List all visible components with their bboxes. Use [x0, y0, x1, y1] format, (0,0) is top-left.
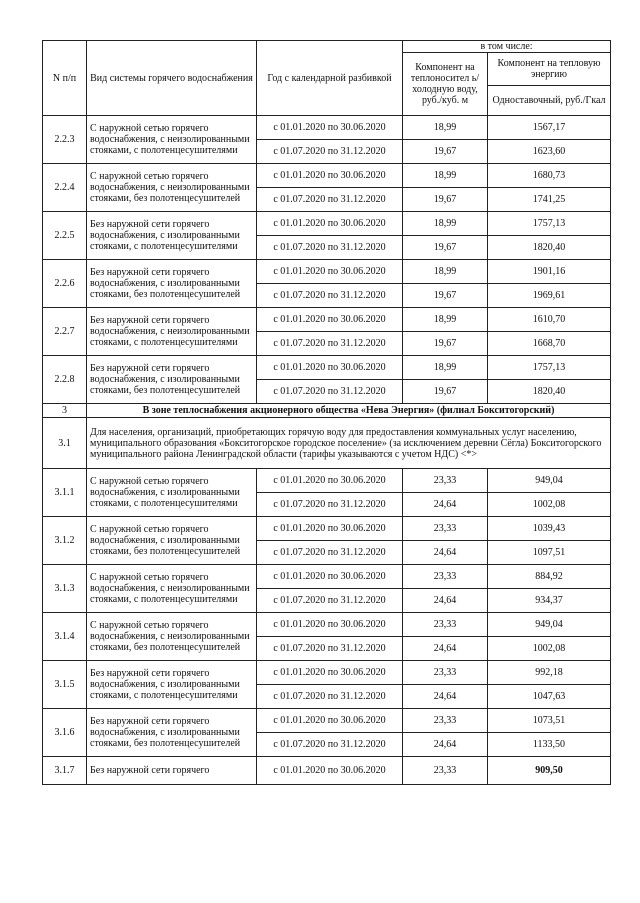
system-type: Без наружной сети горячего водоснабжения, с изолированными стояками, без полотенцесушителей — [87, 356, 257, 404]
section-row — [43, 404, 611, 418]
row-number: 3.1.6 — [43, 709, 87, 757]
water-component-value: 18,99 — [403, 116, 488, 140]
row-number: 3.1.7 — [43, 757, 87, 785]
heat-component-value: 1757,13 — [488, 212, 611, 236]
system-type: Без наружной сети горячего водоснабжения, с изолированными стояками, с полотенцесушителями — [87, 661, 257, 709]
row-number: 2.2.7 — [43, 308, 87, 356]
water-component-value: 23,33 — [403, 565, 488, 589]
system-type: Без наружной сети горячего водоснабжения, с изолированными стояками, без полотенцесушителей — [87, 709, 257, 757]
row-number: 3.1.1 — [43, 469, 87, 517]
heat-component-value: 1969,61 — [488, 284, 611, 308]
period: с 01.01.2020 по 30.06.2020 — [257, 565, 403, 589]
table-row — [43, 308, 611, 332]
subsection-description: Для населения, организаций, приобретающих горячую воду для предоставления коммунальных услуг населению, муниципального образования «Бокситогорское городское поселение» (за исключением деревни Сёгла) Бокситогорского муниципального района Ленинградской области (тарифы указываются с учетом НДС) <*> — [87, 418, 611, 469]
heat-component-value: 1002,08 — [488, 637, 611, 661]
system-type: Без наружной сети горячего водоснабжения, с изолированными стояками, с полотенцесушителями — [87, 212, 257, 260]
row-number: 3.1.5 — [43, 661, 87, 709]
table-row — [43, 757, 611, 785]
system-type: Без наружной сети горячего водоснабжения, с изолированными стояками, без полотенцесушителей — [87, 260, 257, 308]
period: с 01.01.2020 по 30.06.2020 — [257, 260, 403, 284]
period: с 01.01.2020 по 30.06.2020 — [257, 356, 403, 380]
table-row — [43, 260, 611, 284]
system-type: Без наружной сети горячего водоснабжения, с неизолированными стояками, с полотенцесушителями — [87, 308, 257, 356]
header-system: Вид системы горячего водоснабжения — [87, 41, 257, 116]
system-type: Без наружной сети горячего — [87, 757, 257, 785]
period: с 01.07.2020 по 31.12.2020 — [257, 493, 403, 517]
water-component-value: 24,64 — [403, 589, 488, 613]
water-component-value: 23,33 — [403, 661, 488, 685]
row-number: 3.1.4 — [43, 613, 87, 661]
heat-component-value: 1610,70 — [488, 308, 611, 332]
row-number: 3.1.2 — [43, 517, 87, 565]
water-component-value: 23,33 — [403, 613, 488, 637]
table-row — [43, 212, 611, 236]
row-number: 2.2.5 — [43, 212, 87, 260]
section-number: 3 — [43, 404, 87, 418]
period: с 01.01.2020 по 30.06.2020 — [257, 308, 403, 332]
system-type: С наружной сетью горячего водоснабжения, с изолированными стояками, с полотенцесушителями — [87, 469, 257, 517]
row-number: 2.2.3 — [43, 116, 87, 164]
period: с 01.07.2020 по 31.12.2020 — [257, 188, 403, 212]
row-number: 2.2.6 — [43, 260, 87, 308]
system-type: С наружной сетью горячего водоснабжения, с неизолированными стояками, с полотенцесушителями — [87, 116, 257, 164]
water-component-value: 24,64 — [403, 541, 488, 565]
period: с 01.01.2020 по 30.06.2020 — [257, 116, 403, 140]
heat-component-value: 884,92 — [488, 565, 611, 589]
row-number: 2.2.4 — [43, 164, 87, 212]
header-water-component: Компонент на теплоносител ь/холодную воду, руб./куб. м — [403, 53, 488, 116]
water-component-value: 23,33 — [403, 757, 488, 785]
water-component-value: 18,99 — [403, 308, 488, 332]
heat-component-value: 1002,08 — [488, 493, 611, 517]
table-row — [43, 565, 611, 589]
period: с 01.01.2020 по 30.06.2020 — [257, 469, 403, 493]
period: с 01.07.2020 по 31.12.2020 — [257, 685, 403, 709]
water-component-value: 19,67 — [403, 332, 488, 356]
table-row — [43, 116, 611, 140]
heat-component-value: 1623,60 — [488, 140, 611, 164]
header-num: N п/п — [43, 41, 87, 116]
heat-component-value: 949,04 — [488, 613, 611, 637]
water-component-value: 23,33 — [403, 469, 488, 493]
system-type: С наружной сетью горячего водоснабжения, с неизолированными стояками, с полотенцесушителями — [87, 565, 257, 613]
table-row — [43, 469, 611, 493]
heat-component-value: 1668,70 — [488, 332, 611, 356]
system-type: С наружной сетью горячего водоснабжения, с изолированными стояками, без полотенцесушителей — [87, 517, 257, 565]
tariff-table — [42, 40, 611, 785]
heat-component-value: 1757,13 — [488, 356, 611, 380]
water-component-value: 23,33 — [403, 709, 488, 733]
system-type: С наружной сетью горячего водоснабжения, с неизолированными стояками, без полотенцесушителей — [87, 164, 257, 212]
period: с 01.07.2020 по 31.12.2020 — [257, 589, 403, 613]
subsection-number: 3.1 — [43, 418, 87, 469]
water-component-value: 18,99 — [403, 356, 488, 380]
water-component-value: 24,64 — [403, 493, 488, 517]
heat-component-value: 1097,51 — [488, 541, 611, 565]
heat-component-value: 949,04 — [488, 469, 611, 493]
header-included: в том числе: — [403, 41, 611, 53]
water-component-value: 24,64 — [403, 733, 488, 757]
heat-component-value: 1039,43 — [488, 517, 611, 541]
period: с 01.01.2020 по 30.06.2020 — [257, 613, 403, 637]
water-component-value: 18,99 — [403, 164, 488, 188]
water-component-value: 19,67 — [403, 188, 488, 212]
row-number: 3.1.3 — [43, 565, 87, 613]
heat-component-value: 1901,16 — [488, 260, 611, 284]
heat-component-value: 934,37 — [488, 589, 611, 613]
row-number: 2.2.8 — [43, 356, 87, 404]
header-heat-single-rate: Одноставочный, руб./Гкал — [488, 85, 611, 115]
period: с 01.07.2020 по 31.12.2020 — [257, 380, 403, 404]
heat-component-value: 1047,63 — [488, 685, 611, 709]
header-heat-component: Компонент на тепловую энергию — [488, 53, 611, 86]
heat-component-value: 909,50 — [488, 757, 611, 785]
header-period: Год с календарной разбивкой — [257, 41, 403, 116]
heat-component-value: 1073,51 — [488, 709, 611, 733]
heat-component-value: 1820,40 — [488, 236, 611, 260]
period: с 01.07.2020 по 31.12.2020 — [257, 541, 403, 565]
water-component-value: 23,33 — [403, 517, 488, 541]
water-component-value: 18,99 — [403, 260, 488, 284]
section-title: В зоне теплоснабжения акционерного общества «Нева Энергия» (филиал Бокситогорский) — [87, 404, 611, 418]
table-row — [43, 517, 611, 541]
heat-component-value: 1820,40 — [488, 380, 611, 404]
table-row — [43, 613, 611, 637]
table-row — [43, 356, 611, 380]
period: с 01.01.2020 по 30.06.2020 — [257, 517, 403, 541]
period: с 01.07.2020 по 31.12.2020 — [257, 733, 403, 757]
period: с 01.07.2020 по 31.12.2020 — [257, 637, 403, 661]
table-row — [43, 709, 611, 733]
water-component-value: 18,99 — [403, 212, 488, 236]
period: с 01.01.2020 по 30.06.2020 — [257, 709, 403, 733]
period: с 01.01.2020 по 30.06.2020 — [257, 757, 403, 785]
period: с 01.07.2020 по 31.12.2020 — [257, 284, 403, 308]
period: с 01.01.2020 по 30.06.2020 — [257, 661, 403, 685]
period: с 01.07.2020 по 31.12.2020 — [257, 140, 403, 164]
table-row — [43, 661, 611, 685]
heat-component-value: 1741,25 — [488, 188, 611, 212]
water-component-value: 24,64 — [403, 637, 488, 661]
heat-component-value: 1567,17 — [488, 116, 611, 140]
period: с 01.01.2020 по 30.06.2020 — [257, 164, 403, 188]
period: с 01.07.2020 по 31.12.2020 — [257, 236, 403, 260]
heat-component-value: 1680,73 — [488, 164, 611, 188]
heat-component-value: 1133,50 — [488, 733, 611, 757]
water-component-value: 19,67 — [403, 140, 488, 164]
heat-component-value: 992,18 — [488, 661, 611, 685]
water-component-value: 19,67 — [403, 236, 488, 260]
water-component-value: 24,64 — [403, 685, 488, 709]
period: с 01.07.2020 по 31.12.2020 — [257, 332, 403, 356]
water-component-value: 19,67 — [403, 284, 488, 308]
period: с 01.01.2020 по 30.06.2020 — [257, 212, 403, 236]
table-row — [43, 164, 611, 188]
system-type: С наружной сетью горячего водоснабжения, с неизолированными стояками, без полотенцесушителей — [87, 613, 257, 661]
subsection-row — [43, 418, 611, 469]
water-component-value: 19,67 — [403, 380, 488, 404]
